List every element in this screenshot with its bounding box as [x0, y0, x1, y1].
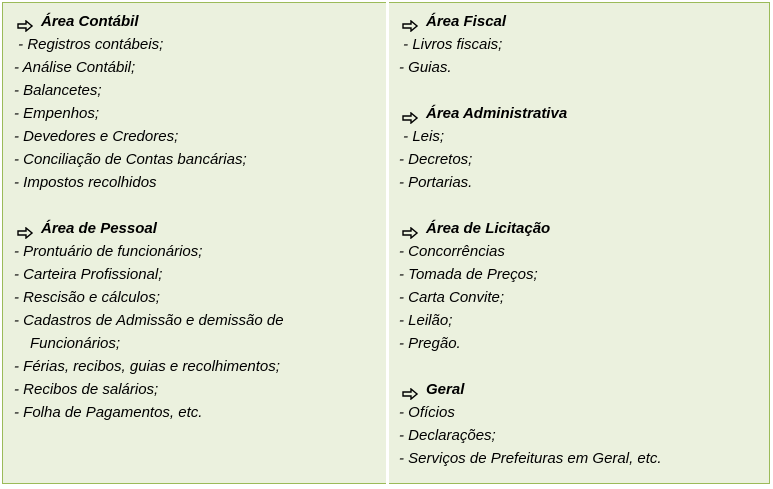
services-table: [2, 2, 770, 484]
section-heading-geral: [399, 378, 769, 401]
list-item: - Férias, recibos, guias e recolhimentos;: [14, 358, 280, 375]
list-item: - Recibos de salários;: [14, 381, 159, 398]
list-item: - Leilão;: [399, 312, 453, 329]
list-item: - Declarações;: [399, 427, 496, 444]
list-item: - Concorrências: [399, 243, 505, 260]
section-heading-area-administrativa: [399, 102, 769, 125]
right-arrow-outline-icon: [402, 223, 418, 235]
list-item: - Tomada de Preços;: [399, 266, 538, 283]
section-heading-area-de-licitacao: [399, 217, 769, 240]
section-heading-area-contabil: [14, 10, 386, 33]
list-item: - Carteira Profissional;: [14, 266, 163, 283]
list-item: - Portarias.: [399, 174, 473, 191]
list-item: - Cadastros de Admissão e demissão de: [14, 312, 284, 329]
section-heading-area-fiscal: [399, 10, 769, 33]
section-title: Área Administrativa: [426, 105, 568, 122]
right-arrow-outline-icon: [402, 16, 418, 28]
section-title: Área Contábil: [41, 13, 139, 30]
list-item: - Conciliação de Contas bancárias;: [14, 151, 247, 168]
section-spacer: [399, 79, 769, 102]
right-arrow-outline-icon: [402, 384, 418, 396]
list-item: - Balancetes;: [14, 82, 102, 99]
section-title: Geral: [426, 381, 465, 398]
section-spacer: [399, 194, 769, 217]
section-spacer: [14, 194, 386, 217]
list-item: - Análise Contábil;: [14, 59, 136, 76]
list-item: - Devedores e Credores;: [14, 128, 179, 145]
section-heading-area-de-pessoal: [14, 217, 386, 240]
right-column: [389, 2, 770, 484]
list-item: - Prontuário de funcionários;: [14, 243, 203, 260]
list-item: - Carta Convite;: [399, 289, 505, 306]
list-item: - Impostos recolhidos: [14, 174, 157, 191]
section-title: Área Fiscal: [426, 13, 507, 30]
list-item: - Registros contábeis;: [14, 36, 164, 53]
list-item: - Decretos;: [399, 151, 473, 168]
list-item: - Empenhos;: [14, 105, 100, 122]
list-item: - Ofícios: [399, 404, 455, 421]
list-item: - Leis;: [399, 128, 445, 145]
section-spacer: [399, 355, 769, 378]
list-item: - Folha de Pagamentos, etc.: [14, 404, 203, 421]
list-item: - Serviços de Prefeituras em Geral, etc.: [399, 450, 662, 467]
list-item: - Rescisão e cálculos;: [14, 289, 160, 306]
list-item: - Pregão.: [399, 335, 461, 352]
left-column: [2, 2, 386, 484]
right-arrow-outline-icon: [17, 16, 33, 28]
section-title: Área de Licitação: [426, 220, 551, 237]
right-arrow-outline-icon: [402, 108, 418, 120]
list-item: - Guias.: [399, 59, 452, 76]
list-item-continuation: Funcionários;: [30, 335, 121, 352]
section-title: Área de Pessoal: [41, 220, 157, 237]
right-arrow-outline-icon: [17, 223, 33, 235]
list-item: - Livros fiscais;: [399, 36, 503, 53]
